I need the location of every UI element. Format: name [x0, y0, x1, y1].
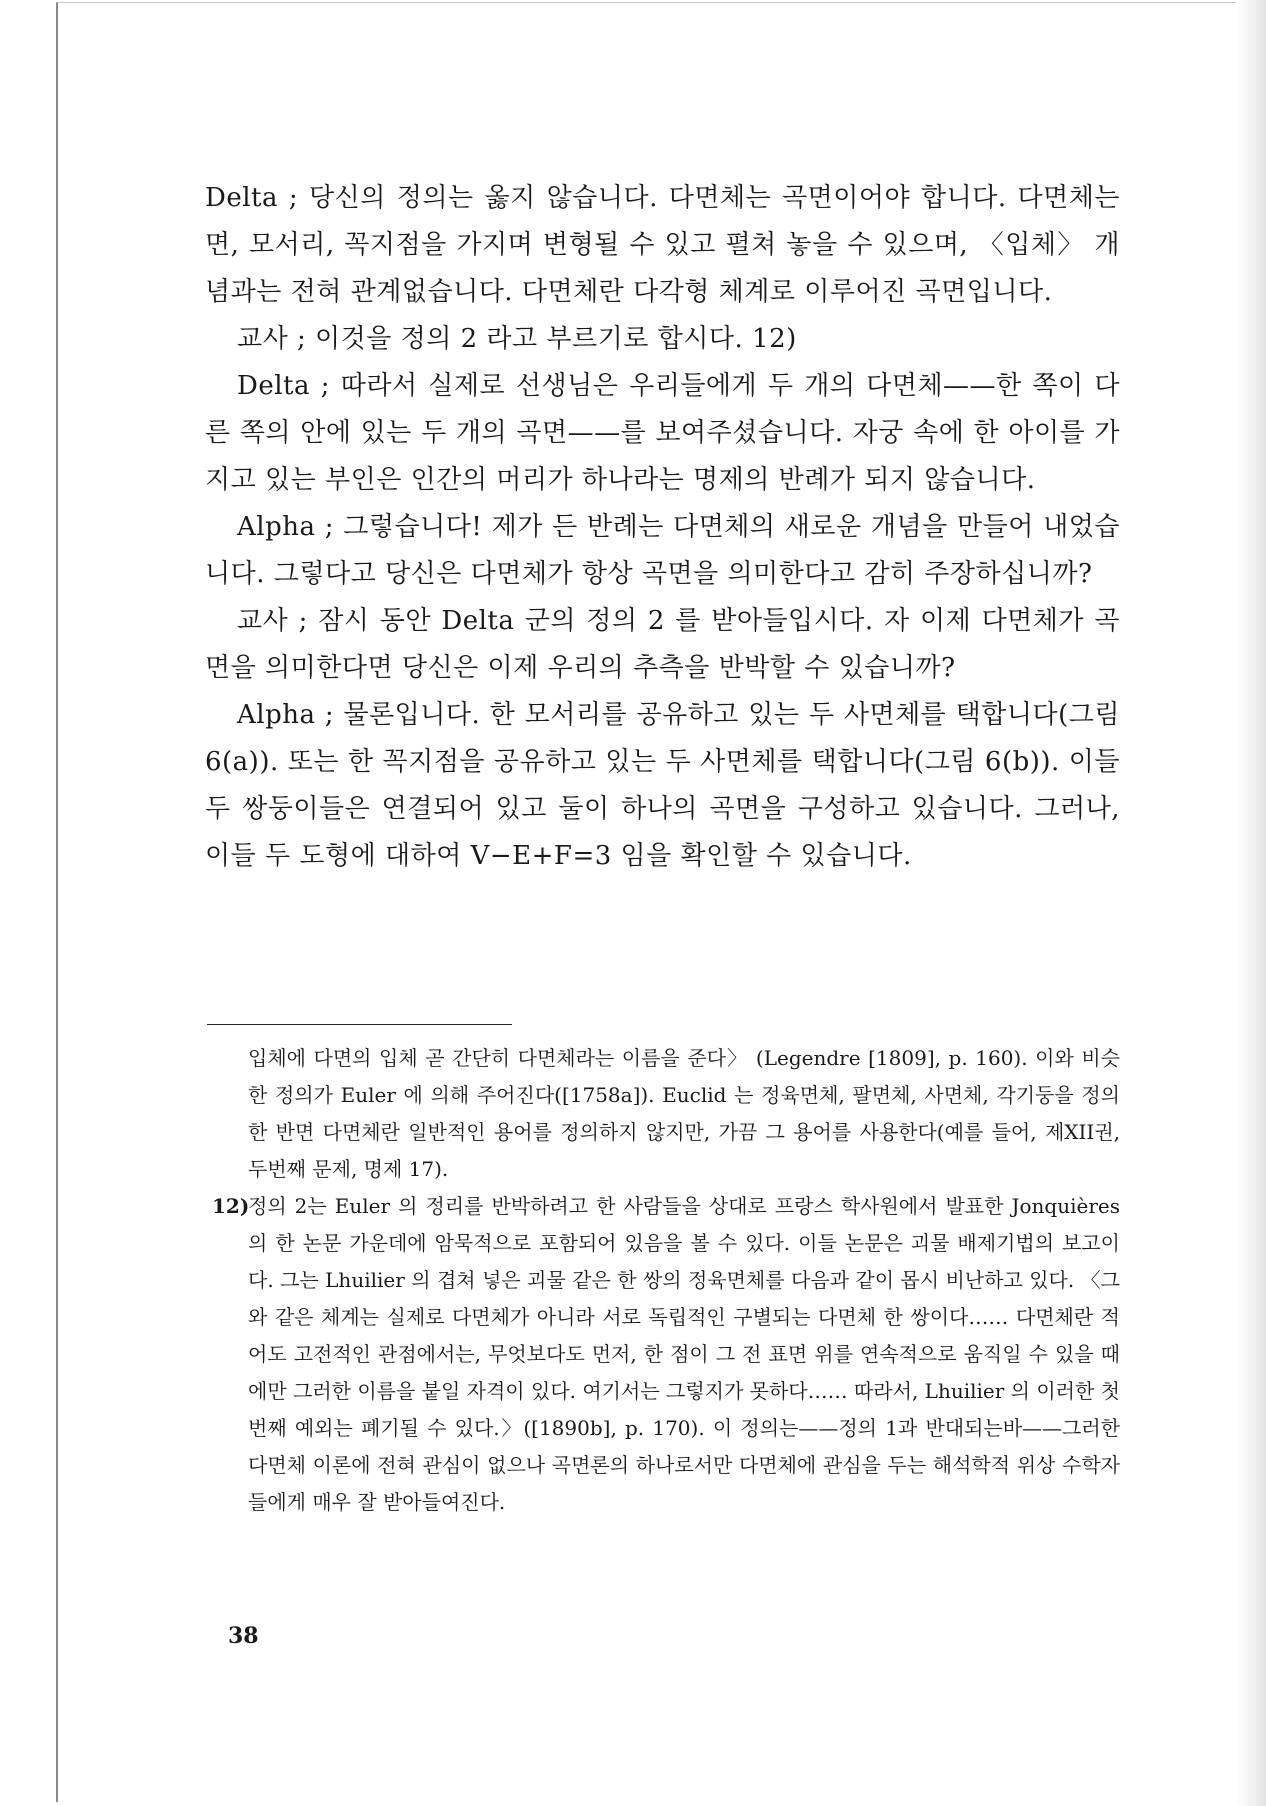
footnote-continuation: 입체에 다면의 입체 곧 간단히 다면체라는 이름을 준다〉 (Legendre [1809], p. 160). 이와 비슷한 정의가 Euler 에 의해 주어진다([1758a]). Euclid 는 정육면체, 팔면체, 사면체, 각기둥을 정의한 반면 다면체란 일반적인 용어를 정의하지 않지만, 가끔 그 용어를 사용한다(예를 들어, 제XII권, 두번째 문제, 명제 17).	[248, 1046, 1120, 1181]
page-edge-shadow	[1236, 0, 1266, 1806]
footnotes	[212, 1040, 1120, 1521]
paragraph-teacher-definition-2: 교사 ; 이것을 정의 2 라고 부르기로 합시다. 12)	[237, 324, 797, 354]
main-text	[205, 175, 1120, 880]
paragraph-delta-definition: Delta ; 당신의 정의는 옳지 않습니다. 다면체는 곡면이어야 합니다. 다면체는 면, 모서리, 꼭지점을 가지며 변형될 수 있고 펼쳐 놓을 수 있으며, 〈입체〉 개념과는 전혀 관계없습니다. 다면체란 다각형 체계로 이루어진 곡면입니다.	[205, 183, 1120, 307]
paragraph-teacher-accept: 교사 ; 잠시 동안 Delta 군의 정의 2 를 받아들입시다. 자 이제 다면체가 곡면을 의미한다면 당신은 이제 우리의 추측을 반박할 수 있습니까?	[205, 606, 1120, 683]
paragraph-alpha-new-concept: Alpha ; 그렇습니다! 제가 든 반례는 다면체의 새로운 개념을 만들어 내었습니다. 그렇다고 당신은 다면체가 항상 곡면을 의미한다고 감히 주장하십니까?	[205, 512, 1120, 589]
page-number: 38	[228, 1623, 259, 1649]
footnote-divider	[207, 1024, 512, 1025]
footnote-12-text: 정의 2는 Euler 의 정리를 반박하려고 한 사람들을 상대로 프랑스 학사원에서 발표한 Jonquières 의 한 논문 가운데에 암묵적으로 포함되어 있음을 볼 수 있다. 이들 논문은 괴물 배제기법의 보고이다. 그는 Lhuilier 의 겹쳐 넣은 괴물 같은 한 쌍의 정육면체를 다음과 같이 몹시 비난하고 있다. 〈그와 같은 체계는 실제로 다면체가 아니라 서로 독립적인 구별되는 다면체 한 쌍이다…… 다면체란 적어도 고전적인 관점에서는, 무엇보다도 먼저, 한 점이 그 전 표면 위를 연속적으로 움직일 수 있을 때에만 그러한 이름을 붙일 자격이 있다. 여기서는 그렇지가 못하다…… 따라서, Lhuilier 의 이러한 첫번째 예외는 폐기될 수 있다.〉([1890b], p. 170). 이 정의는——정의 1과 반대되는바——그러한 다면체 이론에 전혀 관심이 없으나 곡면론의 하나로서만 다면체에 관심을 두는 해석학적 위상 수학자들에게 매우 잘 받아들여진다.	[248, 1194, 1120, 1514]
paragraph-delta-two-polyhedra: Delta ; 따라서 실제로 선생님은 우리들에게 두 개의 다면체——한 쪽이 다른 쪽의 안에 있는 두 개의 곡면——를 보여주셨습니다. 자궁 속에 한 아이를 가지고 있는 부인은 인간의 머리가 하나라는 명제의 반례가 되지 않습니다.	[205, 371, 1120, 495]
footnote-12	[212, 1188, 1120, 1521]
footnote-12-number: 12)	[212, 1194, 250, 1218]
paragraph-alpha-tetrahedra: Alpha ; 물론입니다. 한 모서리를 공유하고 있는 두 사면체를 택합니다(그림 6(a)). 또는 한 꼭지점을 공유하고 있는 두 사면체를 택합니다(그림 6(b)). 이들 두 쌍둥이들은 연결되어 있고 둘이 하나의 곡면을 구성하고 있습니다. 그러나, 이들 두 도형에 대하여 V−E+F=3 임을 확인할 수 있습니다.	[205, 700, 1120, 871]
